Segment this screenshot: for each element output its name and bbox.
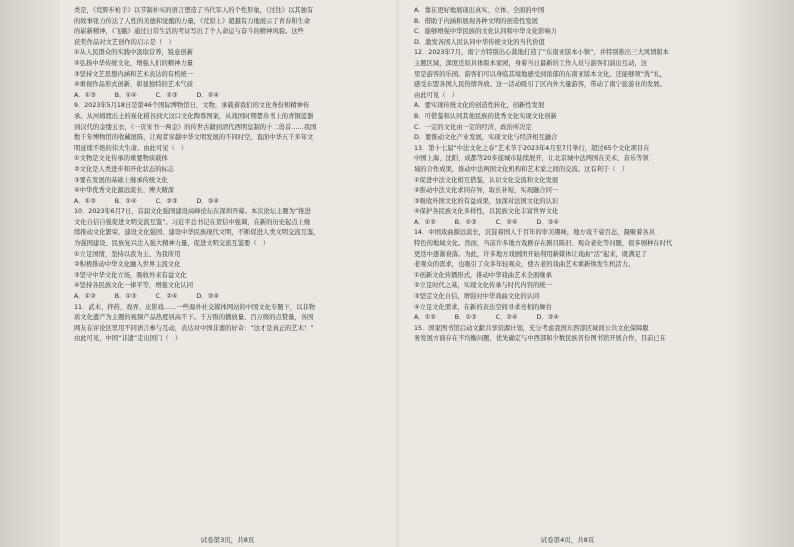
text-line: D．激发各国人民认同中华传统文化的当代价值 (414, 38, 545, 46)
text-line: A．①② B．①④ C．②③ D．③④ (74, 197, 219, 205)
text-line: ①促进中法文化相互借鉴，认识文化交流和文化发展 (414, 176, 559, 184)
text-line: ③坚定文化自信，增强对中华戏曲文化的认同 (414, 293, 540, 301)
text-line: 数千年博物馆的收藏展陈，让观者穿越中华文明发展的不同时空，直面中华五千多年文 (74, 134, 314, 142)
text-line: 由此可见，中国“非遗”走出国门（ ） (74, 335, 182, 343)
text-line: 特色的地域文化。然而，当前许多地方戏剧存在剧目陈旧、观众老化等问题，很多剧种在时代 (414, 240, 673, 248)
text-line: ④立足文化需求，在新的表达空间寻求亮相的舞台 (414, 303, 552, 311)
text-line: 的故事张力传达了人性的美德和觉醒的力量，《荒原上》超越有力地展示了青春和生命 (74, 17, 311, 25)
text-line: A．①② B．①③ C．②④ D．③④ (414, 314, 559, 322)
text-line: A．靠在更好地展现出真实、立体、全面的中国 (414, 7, 545, 14)
text-line: 续推动文化繁荣、建设文化强国、建设中华民族现代文明，不断促进人类文明交流互鉴， (74, 229, 320, 237)
text-line: A．要实现传统文化的创造性转化，创新性发展 (414, 102, 545, 110)
text-line: 承。从河姆渡出土的炭化稻谷到大汶口文化陶尊图案，从战国时期楚帛书上的青铜蓝器 (74, 112, 314, 120)
text-line: 明延续不绝的伟大生命。由此可见（ ） (74, 144, 188, 152)
text-line: ④中华优秀文化源远流长、博大精深 (74, 187, 175, 195)
text-line: 13．第十七届“中法文化之春”艺术节于2023年4月至7月举行，超过65个文化项目在 (414, 144, 650, 152)
text-line: D．要推动文化产业发展，实现文化与经济相互融合 (414, 134, 558, 142)
text-line: 里是游客的乐园。游客们可以身临其境地感受到浓郁的东南亚版本文化，还能够领“洗”礼， (414, 70, 667, 78)
footer-left: 试卷第3页，共8页 (200, 536, 255, 544)
text-line: 获奖作品对文艺创作的启示是（ ） (74, 38, 175, 46)
text-line: ②弘扬中华传统文化，增强人们的精神力量 (74, 59, 193, 67)
text-line: C．能够增强中华民族的文化认同和中华文化影响力 (414, 28, 557, 36)
exam-page-4 (400, 0, 735, 547)
book-gutter (396, 0, 399, 547)
text-line: ④重视作品形式创新，彰显独特的艺术气质 (74, 81, 193, 89)
text-line: ③吸收外国文化的有益成果，加深对法国文化的认识 (414, 197, 559, 205)
text-line: 15．国家图书馆启动文献共享资源计划，充分考虑我国东西部区域间公共文化保障服 (414, 324, 649, 332)
text-line: ④坚持各民族文化一律平等，增强文化认同 (74, 282, 193, 290)
text-line: 更迭中逐渐衰落。为此，许多地方戏剧团开始利用新媒体让戏曲“活”起来，既满足了 (414, 250, 648, 258)
text-line: 域的合作成果，推动中法两国文化机构和艺术家之间的交流。这有利于（ ） (414, 165, 629, 173)
text-line: 类是，《荒野步枪手》以节制朴实的语言塑造了当代军人的个性形象，《过往》以其独有 (74, 7, 314, 14)
text-line: ①文物是文化传承的重要物质载体 (74, 155, 168, 163)
text-line: 网友在评论区里用不同语言参与互动，表达对中国非遗的好奇：“这才是真正的艺术！” (74, 324, 314, 332)
text-line: 12．2023年7月，南宁方特别出心裁地打造了“东南亚版本小镇”，并特别推出三大风情版本 (414, 49, 669, 57)
page-margin-left (0, 0, 60, 547)
text-line: ①创新文化传播形式，推动中华戏曲艺术全面继承 (414, 271, 552, 279)
text-line: 11．武术、拌药、戏弄、皮影戏……一些海外社交媒体网站的中国文化专题下，以非物 (74, 303, 315, 311)
text-line: A．①② B．①③ C．②④ D．③④ (414, 218, 559, 226)
text-line: 中国上海、沈阳、成都等20多座城市陆续展开，让北京城中法两国在美术、音乐等领 (414, 155, 649, 163)
text-line: 老观众的需求，也吸引了众多年轻观众，使古老的戏曲艺术重新焕发生机活力。 (414, 261, 635, 269)
text-line: ③坚持文艺思想内涵和艺术表达的有机统一 (74, 70, 193, 78)
text-line: ①从人民群众的实践中汲取营养，锐意创新 (74, 49, 193, 57)
exam-page-3 (60, 0, 395, 547)
text-line: A．①② B．①③ C．②④ D．③④ (74, 293, 219, 301)
text-line: 10．2023年6月7日，首届文化强国建设高峰论坛在深圳开幕。本次论坛主题为“推进 (74, 208, 311, 216)
text-line: ②推动中法文化求同存异，取长补短，实现融合同一 (414, 187, 559, 195)
text-line: ②积极推动中华文化融入世界主流文化 (74, 261, 181, 269)
text-line: ④保护各民族文化多样性，以民族文化丰富世界文化 (414, 208, 559, 216)
text-line: ③要在发展的基础上继承传统文化 (74, 176, 168, 184)
text-line: 到汉代的金缕玉衣，《一页宋书一两金》的传世古籍到清代西明皇制的十二兽首……我国 (74, 123, 317, 131)
text-line: ①立足国情，坚持以我为主、为我所用 (74, 250, 181, 258)
text-line: 文化自信自强促进文明交流互鉴”。习近平总书记在贺信中强调，在新的历史起点上继 (74, 218, 311, 226)
text-line: ②文化是人类进步和开化状态的标志 (74, 165, 175, 173)
text-line: 的崭新精神，《飞蛾》通过日常生活的考证写出了个人命运与奋斗的精神风貌。这些 (74, 28, 304, 36)
text-line: ②立足时代之基，实现文化传承与时代内容的统一 (414, 282, 552, 290)
page-margin-right (735, 0, 794, 547)
text-line: ③坚守中华文化立场，吸收外来有益文化 (74, 271, 187, 279)
text-line: 感受东盟各国人民热情奔放。这一活动吸引了区内外大量游客，带动了南宁旅游业的发展。 (414, 81, 666, 89)
text-line: 务发展方面存在不均衡问题，优先确定与中西部和少数民族省份图书馆开展合作，目前已在 (414, 335, 666, 343)
text-line: 9．2023年5月18日是第46个国际博物馆日，文物，承载着我们的文化身份和精神传 (74, 102, 310, 110)
text-line: 14．中国戏曲源远流长，沉淀着国人千百年的审美趣味，地方戏千姿百态，凝聚着各具 (414, 229, 655, 237)
text-line: 由此可见（ ） (414, 91, 459, 99)
text-line: 质文化遗产为主题的视频产品热度居高不下。千万级的播放量、百万级的点赞量，各国 (74, 314, 314, 322)
text-line: 主题区域，深度还原具体版本家园，身着当日最新的工作人员与游客们演出互动，这 (414, 59, 647, 67)
footer-right: 试卷第4页，共8页 (540, 536, 595, 544)
text-line: A．①③ B．①④ C．②③ D．②④ (74, 91, 219, 99)
text-line: 为强国建设、民族复兴注入强大精神力量，促进文明交流互鉴要（ ） (74, 240, 270, 248)
text-line: B．借助于内涵和展现各种文明的创造性发展 (414, 17, 538, 25)
text-line: C．一定的文化由一定的经济、政治所决定 (414, 123, 532, 131)
text-line: B．可借鉴和认同其他民族的优秀文化实现文化创新 (414, 112, 557, 120)
